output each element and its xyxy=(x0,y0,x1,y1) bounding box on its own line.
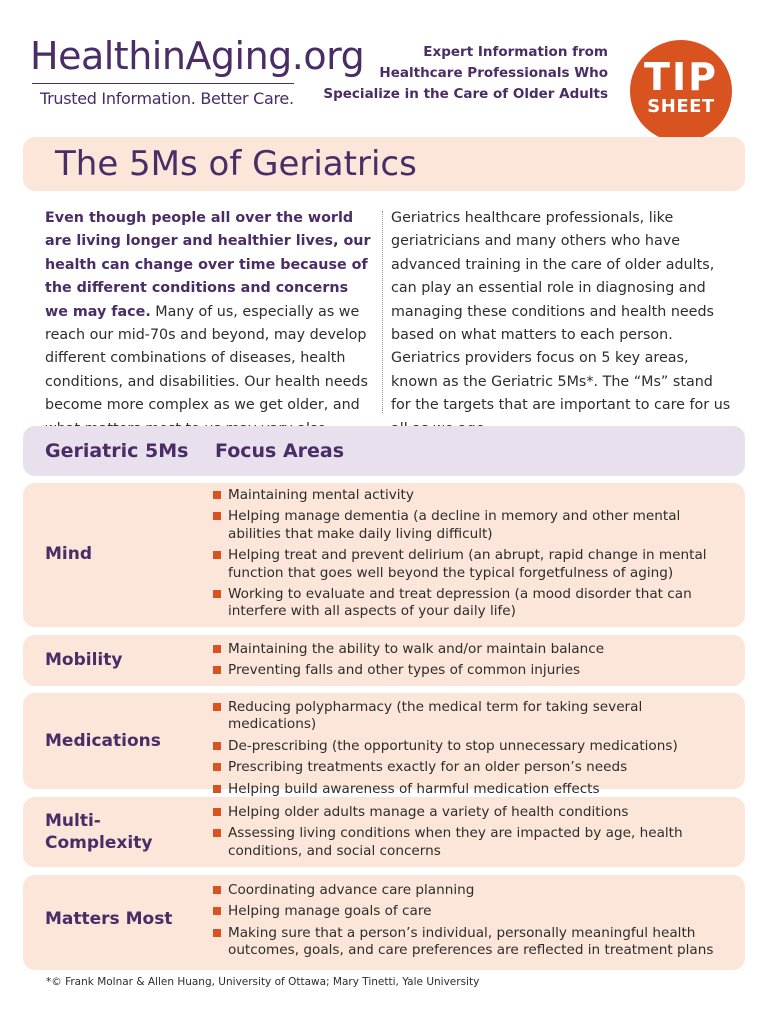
column-header-focus-areas: Focus Areas xyxy=(215,440,345,462)
column-divider xyxy=(382,211,383,413)
focus-list xyxy=(213,487,723,625)
intro-right-paragraph: Geriatrics healthcare professionals, like geriatricians and many others who have advanced training in the care of older adults, can play an essential role in diagnosing and managing these conditions and health needs based on what matters to each person. Geriatrics providers focus on 5 key areas, known as the Geriatric 5Ms*. The “Ms” stand for the targets that are important to care for us xyxy=(391,210,731,414)
focus-list xyxy=(213,641,723,684)
tip-badge-bottom: SHEET xyxy=(647,96,715,117)
square-bullet-icon xyxy=(213,829,221,837)
focus-list xyxy=(213,699,723,802)
focus-item: De-prescribing (the opportunity to stop unnecessary medications) xyxy=(213,738,723,755)
square-bullet-icon xyxy=(213,763,221,771)
square-bullet-icon xyxy=(213,929,221,937)
focus-list xyxy=(213,882,723,964)
expert-line: Expert Information from xyxy=(423,44,608,60)
focus-item: Prescribing treatments exactly for an older person’s needs xyxy=(213,759,723,776)
table-row-medications xyxy=(23,693,745,797)
focus-item: Helping manage dementia (a decline in memory and other mental abilities that make daily living difficult) xyxy=(213,508,723,543)
focus-item: Helping manage goals of care xyxy=(213,903,723,920)
focus-item: Helping treat and prevent delirium (an abrupt, rapid change in mental function that goes well beyond the typical forgetfulness of aging) xyxy=(213,547,723,582)
square-bullet-icon xyxy=(213,491,221,499)
intro-lead-bold: Even though people all over the world are living longer and healthier lives, our health can change over time because of the different conditions and concerns we may face. xyxy=(45,210,371,320)
page-title: The 5Ms of Geriatrics xyxy=(55,144,417,184)
row-label xyxy=(45,810,152,854)
table-row-mind xyxy=(23,483,745,627)
square-bullet-icon xyxy=(213,590,221,598)
square-bullet-icon xyxy=(213,742,221,750)
tip-sheet-badge xyxy=(630,40,732,142)
footnote: *© Frank Molnar & Allen Huang, University of Ottawa; Mary Tinetti, Yale University xyxy=(46,976,480,988)
square-bullet-icon xyxy=(213,808,221,816)
table-row-mobility xyxy=(23,635,745,686)
focus-item: Working to evaluate and treat depression (a mood disorder that can interfere with all aspects of your daily life) xyxy=(213,586,723,621)
focus-item: Helping older adults manage a variety of health conditions xyxy=(213,804,723,821)
table-row-multi-complexity xyxy=(23,797,745,867)
focus-item: Helping build awareness of harmful medication effects xyxy=(213,781,723,798)
focus-item: Reducing polypharmacy (the medical term for taking several medications) xyxy=(213,699,723,734)
table-row-matters-most xyxy=(23,875,745,970)
intro-left-text: Many of us, especially as we reach our mid-70s and beyond, may develop different combinations of diseases, health conditions, and disabilities. Our health needs become more complex as we get older, and xyxy=(45,303,368,414)
expert-line: Healthcare Professionals Who xyxy=(379,65,608,81)
row-label-line: Complexity xyxy=(45,833,153,853)
square-bullet-icon xyxy=(213,645,221,653)
row-label: Matters Most xyxy=(45,909,173,929)
focus-item: Assessing living conditions when they are impacted by age, health conditions, and social concerns xyxy=(213,825,723,860)
square-bullet-icon xyxy=(213,785,221,793)
row-label: Mind xyxy=(45,544,93,564)
intro-left-paragraph xyxy=(45,207,375,441)
focus-item: Preventing falls and other types of common injuries xyxy=(213,662,723,679)
focus-item: Making sure that a person’s individual, personally meaningful health outcomes, goals, and care preferences are reflected in treatment plans xyxy=(213,925,723,960)
focus-item: Maintaining mental activity xyxy=(213,487,723,504)
square-bullet-icon xyxy=(213,551,221,559)
tip-badge-top: TIP xyxy=(644,55,718,99)
focus-item: Coordinating advance care planning xyxy=(213,882,723,899)
row-label-line: Multi- xyxy=(45,811,101,831)
square-bullet-icon xyxy=(213,512,221,520)
title-banner xyxy=(23,137,745,191)
expert-line: Specialize in the Care of Older Adults xyxy=(323,86,608,102)
square-bullet-icon xyxy=(213,666,221,674)
row-label: Medications xyxy=(45,731,161,751)
logo-divider xyxy=(32,83,294,84)
focus-item: Maintaining the ability to walk and/or maintain balance xyxy=(213,641,723,658)
square-bullet-icon xyxy=(213,886,221,894)
row-label: Mobility xyxy=(45,650,123,670)
column-header-5ms: Geriatric 5Ms xyxy=(45,440,189,462)
table-header xyxy=(23,426,745,476)
expert-info xyxy=(323,42,608,105)
site-logo-title: HealthinAging.org xyxy=(30,34,365,78)
site-tagline: Trusted Information. Better Care. xyxy=(40,89,294,108)
square-bullet-icon xyxy=(213,703,221,711)
square-bullet-icon xyxy=(213,907,221,915)
focus-list xyxy=(213,804,723,864)
